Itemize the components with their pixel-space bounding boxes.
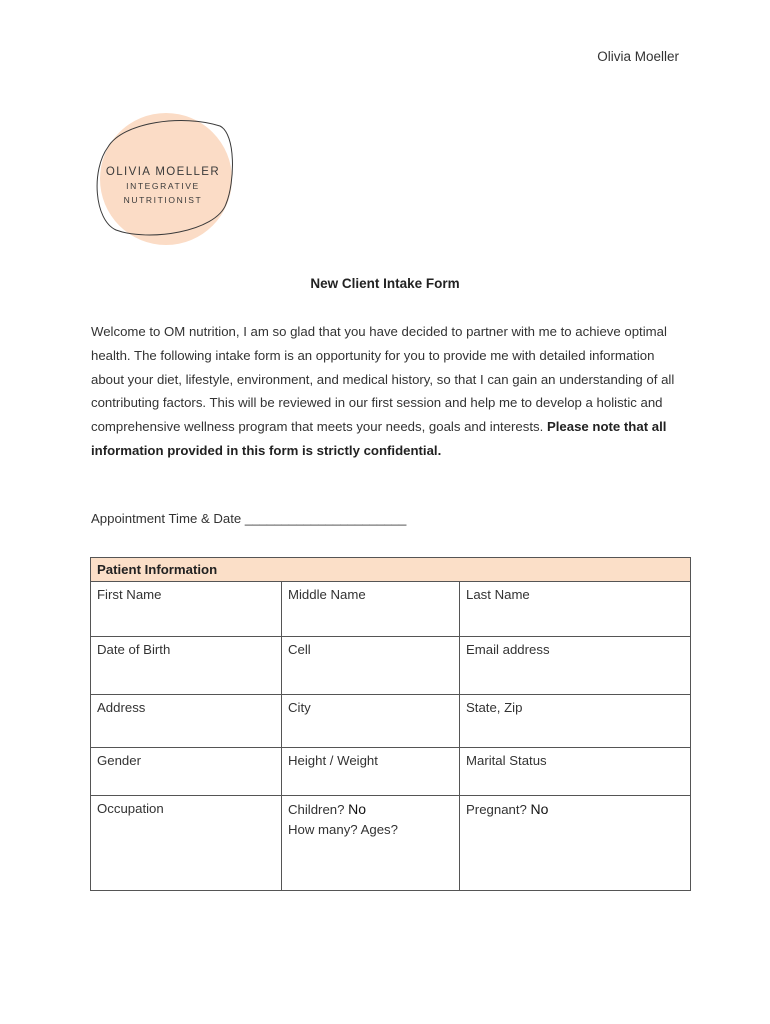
city-field[interactable]: City [282, 695, 460, 748]
patient-info-table [90, 557, 691, 891]
appointment-field[interactable]: Appointment Time & Date ______________________ [91, 511, 407, 526]
pregnant-label: Pregnant? [466, 802, 527, 817]
marital-status-field[interactable]: Marital Status [460, 748, 691, 796]
dob-field[interactable]: Date of Birth [91, 637, 282, 695]
email-field[interactable]: Email address [460, 637, 691, 695]
intro-paragraph [91, 320, 691, 463]
children-field[interactable] [282, 796, 460, 891]
logo-subtitle-1: INTEGRATIVE [126, 181, 200, 191]
intro-text: Welcome to OM nutrition, I am so glad that you have decided to partner with me to achieve optimal health. The following intake form is an opportunity for you to provide me with detailed information about your diet, lifestyle, environment, and medical history, so that I can gain an understanding of all contributing factors. This will be reviewed in our first session and help me to develop a holistic and comprehensive wellness program that meets your needs, goals and interests. [91, 324, 675, 435]
middle-name-field[interactable]: Middle Name [282, 582, 460, 637]
children-ages-label: How many? Ages? [288, 822, 398, 837]
children-value: No [348, 801, 367, 817]
form-title: New Client Intake Form [310, 276, 460, 291]
logo-name: OLIVIA MOELLER [105, 166, 221, 178]
occupation-field[interactable]: Occupation [91, 796, 282, 891]
confidential-note: Please note that all information provided in this form is strictly confidential. [91, 419, 667, 458]
table-header: Patient Information [91, 558, 691, 582]
logo-subtitle-2: NUTRITIONIST [123, 195, 203, 205]
gender-field[interactable]: Gender [91, 748, 282, 796]
state-zip-field[interactable]: State, Zip [460, 695, 691, 748]
pregnant-value: No [530, 801, 549, 817]
header-author-name: Olivia Moeller [597, 49, 679, 64]
first-name-field[interactable]: First Name [91, 582, 282, 637]
last-name-field[interactable]: Last Name [460, 582, 691, 637]
address-field[interactable]: Address [91, 695, 282, 748]
brand-logo [88, 112, 238, 252]
pregnant-field[interactable] [460, 796, 691, 891]
children-label: Children? [288, 802, 345, 817]
height-weight-field[interactable]: Height / Weight [282, 748, 460, 796]
cell-field[interactable]: Cell [282, 637, 460, 695]
